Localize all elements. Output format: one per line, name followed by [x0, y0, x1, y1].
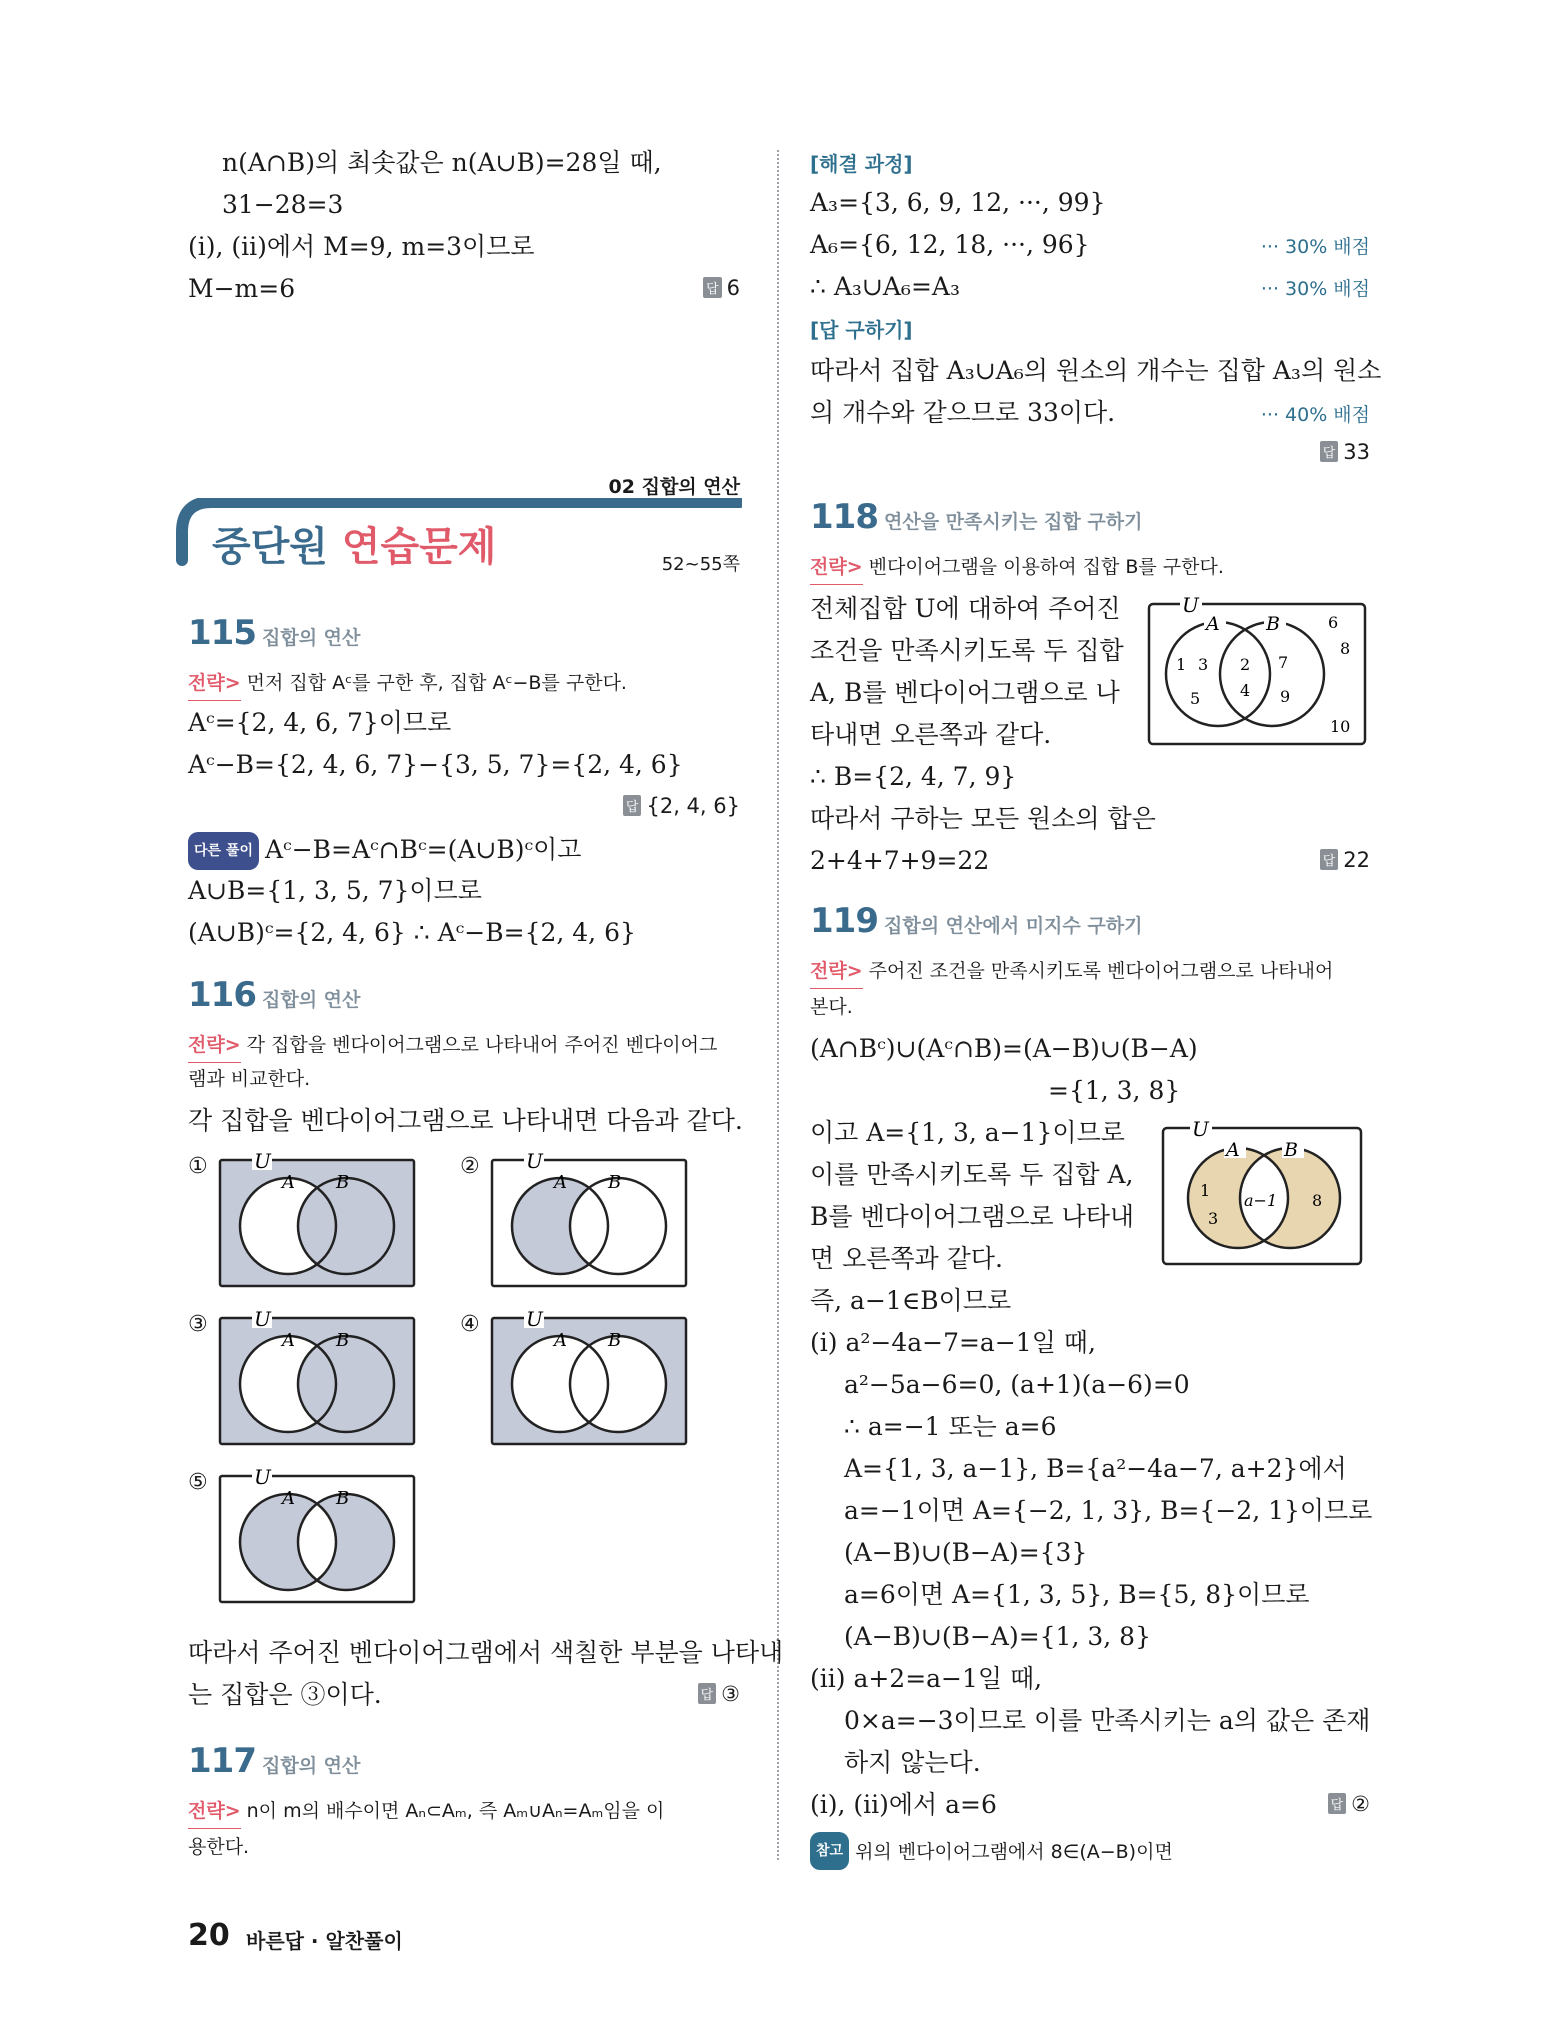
text-line: Aᶜ={2, 4, 6, 7}이므로 — [188, 708, 452, 737]
venn-element: 2 — [1240, 655, 1251, 674]
text-line: (A∪B)ᶜ={2, 4, 6} ∴ Aᶜ−B={2, 4, 6} — [188, 918, 636, 947]
text-line: (i) a²−4a−7=a−1일 때, — [810, 1328, 1096, 1357]
answer: 답 22 — [1320, 848, 1370, 872]
venn-label-b: B — [336, 1172, 350, 1193]
text-line: A={1, 3, a−1}, B={a²−4a−7, a+2}에서 — [844, 1454, 1347, 1483]
banner-title-b: 연습문제 — [341, 524, 497, 570]
venn-label-a: A — [282, 1488, 295, 1509]
note-line: 참고 위의 벤다이어그램에서 8∈(A−B)이면 — [810, 1832, 1173, 1870]
text-line: A₃={3, 6, 9, 12, ···, 99} — [810, 188, 1106, 217]
strategy-line: 램과 비교한다. — [188, 1068, 311, 1090]
text-line: A, B를 벤다이어그램으로 나 — [810, 678, 1120, 707]
answer: 답 {2, 4, 6} — [623, 794, 740, 818]
venn-label-a: A — [1226, 1139, 1240, 1161]
text-line: 면 오른쪽과 같다. — [810, 1244, 1003, 1273]
problem-header: 117 집합의 연산 — [188, 1741, 361, 1781]
venn-element: 8 — [1340, 639, 1351, 658]
venn-label-b: B — [336, 1488, 350, 1509]
strategy-line: 전략> 주어진 조건을 만족시키도록 벤다이어그램으로 나타내어 — [810, 954, 1333, 989]
choice-number: ④ — [460, 1312, 480, 1337]
text-line: 이고 A={1, 3, a−1}이므로 — [810, 1118, 1125, 1147]
score-note: ··· 30% 배점 — [1260, 278, 1370, 300]
text-line: (i), (ii)에서 a=6 — [810, 1790, 997, 1819]
strategy-line: 전략> 벤다이어그램을 이용하여 집합 B를 구한다. — [810, 550, 1224, 585]
text-line: B를 벤다이어그램으로 나타내 — [810, 1202, 1135, 1231]
column-divider — [777, 150, 779, 1860]
text-line: 따라서 주어진 벤다이어그램에서 색칠한 부분을 나타내 — [188, 1638, 784, 1667]
text-line: a=6이면 A={1, 3, 5}, B={5, 8}이므로 — [844, 1580, 1310, 1609]
venn-119 — [1160, 1116, 1366, 1270]
venn-label-u: U — [526, 1307, 543, 1331]
score-note: ··· 30% 배점 — [1260, 236, 1370, 258]
text-line: (A∩Bᶜ)∪(Aᶜ∩B)=(A−B)∪(B−A) — [810, 1034, 1198, 1063]
venn-element: 6 — [1328, 613, 1339, 632]
venn-label-b: B — [608, 1330, 622, 1351]
text-line: 전체집합 U에 대하여 주어진 — [810, 594, 1121, 623]
venn-element: 10 — [1330, 717, 1351, 736]
text-line: n(A∩B)의 최솟값은 n(A∪B)=28일 때, — [222, 148, 662, 177]
problem-header: 116 집합의 연산 — [188, 975, 361, 1015]
venn-element: 3 — [1198, 655, 1209, 674]
choice-number: ③ — [188, 1312, 208, 1337]
venn-label-a: A — [1206, 613, 1220, 635]
choice-number: ② — [460, 1154, 480, 1179]
venn-choice-1 — [218, 1148, 418, 1290]
text-line: 31−28=3 — [222, 190, 344, 219]
text-line: 2+4+7+9=22 — [810, 846, 990, 875]
page-number: 20 — [188, 1918, 230, 1953]
text-line: A₆={6, 12, 18, ···, 96} — [810, 230, 1090, 259]
venn-element: 1 — [1200, 1181, 1211, 1200]
venn-choice-4 — [490, 1306, 690, 1448]
footer-text: 바른답 · 알찬풀이 — [246, 1929, 403, 1953]
venn-choice-2 — [490, 1148, 690, 1290]
text-line: 이를 만족시키도록 두 집합 A, — [810, 1160, 1134, 1189]
text-line: (A−B)∪(B−A)={1, 3, 8} — [844, 1622, 1151, 1651]
banner-title — [212, 522, 496, 572]
section-head: [답 구하기] — [810, 318, 913, 342]
venn-choice-3 — [218, 1306, 418, 1448]
venn-118 — [1146, 592, 1370, 750]
banner-title-a: 중단원 — [212, 524, 328, 570]
venn-element: 4 — [1240, 681, 1251, 700]
venn-label-u: U — [254, 1149, 271, 1173]
section-head: [해결 과정] — [810, 152, 913, 176]
text-line: 의 개수와 같으므로 33이다. — [810, 398, 1116, 427]
venn-label-u: U — [254, 1307, 271, 1331]
venn-label-a: A — [554, 1172, 567, 1193]
venn-label-u: U — [526, 1149, 543, 1173]
strategy-line: 본다. — [810, 996, 853, 1018]
choice-number: ① — [188, 1154, 208, 1179]
answer: 답 6 — [703, 276, 740, 300]
text-line: (ii) a+2=a−1일 때, — [810, 1664, 1043, 1693]
text-line: Aᶜ−B={2, 4, 6, 7}−{3, 5, 7}={2, 4, 6} — [188, 750, 683, 779]
venn-label-b: B — [336, 1330, 350, 1351]
problem-header: 118 연산을 만족시키는 집합 구하기 — [810, 497, 1143, 537]
venn-label-u: U — [254, 1465, 271, 1489]
text-line: 0×a=−3이므로 이를 만족시키는 a의 값은 존재 — [844, 1706, 1371, 1735]
text-line: a²−5a−6=0, (a+1)(a−6)=0 — [844, 1370, 1190, 1399]
venn-element: 9 — [1280, 687, 1291, 706]
text-line: 조건을 만족시키도록 두 집합 — [810, 636, 1124, 665]
venn-label-a: A — [282, 1330, 295, 1351]
venn-label-a: A — [554, 1330, 567, 1351]
venn-choice-5 — [218, 1464, 418, 1606]
text-line: A∪B={1, 3, 5, 7}이므로 — [188, 876, 482, 905]
text-line: ∴ a=−1 또는 a=6 — [844, 1412, 1057, 1441]
problem-header: 119 집합의 연산에서 미지수 구하기 — [810, 901, 1143, 941]
text-line: M−m=6 — [188, 274, 296, 303]
banner-pages: 52~55쪽 — [661, 554, 740, 575]
chapter-label: 02 집합의 연산 — [608, 476, 740, 498]
answer: 답 ② — [1328, 1792, 1370, 1816]
venn-label-b: B — [1284, 1139, 1298, 1161]
text-line: 각 집합을 벤다이어그램으로 나타내면 다음과 같다. — [188, 1106, 743, 1135]
strategy-line: 전략> 각 집합을 벤다이어그램으로 나타내어 주어진 벤다이어그 — [188, 1028, 717, 1063]
venn-element: 3 — [1208, 1209, 1219, 1228]
venn-label-b: B — [608, 1172, 622, 1193]
text-line: (A−B)∪(B−A)={3} — [844, 1538, 1088, 1567]
text-line: ∴ A₃∪A₆=A₃ — [810, 272, 960, 301]
choice-number: ⑤ — [188, 1470, 208, 1495]
text-line: ={1, 3, 8} — [1048, 1076, 1181, 1105]
text-line: 하지 않는다. — [844, 1748, 981, 1777]
strategy-line: 용한다. — [188, 1836, 250, 1858]
alt-solution-line: 다른 풀이 Aᶜ−B=Aᶜ∩Bᶜ=(A∪B)ᶜ이고 — [188, 832, 581, 870]
venn-element: 5 — [1190, 689, 1201, 708]
venn-label-b: B — [1266, 613, 1280, 635]
venn-element: 7 — [1278, 653, 1289, 672]
score-note: ··· 40% 배점 — [1260, 404, 1370, 426]
strategy-line: 전략> n이 m의 배수이면 Aₙ⊂Aₘ, 즉 Aₘ∪Aₙ=Aₘ임을 이 — [188, 1794, 664, 1829]
answer: 답 ③ — [698, 1682, 740, 1706]
text-line: a=−1이면 A={−2, 1, 3}, B={−2, 1}이므로 — [844, 1496, 1373, 1525]
venn-element: 8 — [1312, 1191, 1323, 1210]
answer: 답 33 — [1320, 440, 1370, 464]
text-line: 즉, a−1∈B이므로 — [810, 1286, 1012, 1315]
strategy-line: 전략> 먼저 집합 Aᶜ를 구한 후, 집합 Aᶜ−B를 구한다. — [188, 666, 627, 701]
venn-label-a: A — [282, 1172, 295, 1193]
venn-element: 1 — [1176, 655, 1187, 674]
text-line: ∴ B={2, 4, 7, 9} — [810, 762, 1017, 791]
text-line: 는 집합은 ③이다. — [188, 1680, 382, 1709]
venn-label-u: U — [1192, 1117, 1209, 1141]
venn-element: a−1 — [1244, 1191, 1278, 1210]
text-line: 따라서 집합 A₃∪A₆의 원소의 개수는 집합 A₃의 원소 — [810, 356, 1382, 385]
text-line: 따라서 구하는 모든 원소의 합은 — [810, 804, 1156, 833]
text-line: 타내면 오른쪽과 같다. — [810, 720, 1052, 749]
problem-header: 115 집합의 연산 — [188, 613, 361, 653]
venn-label-u: U — [1182, 593, 1199, 617]
text-line: (i), (ii)에서 M=9, m=3이므로 — [188, 232, 535, 261]
